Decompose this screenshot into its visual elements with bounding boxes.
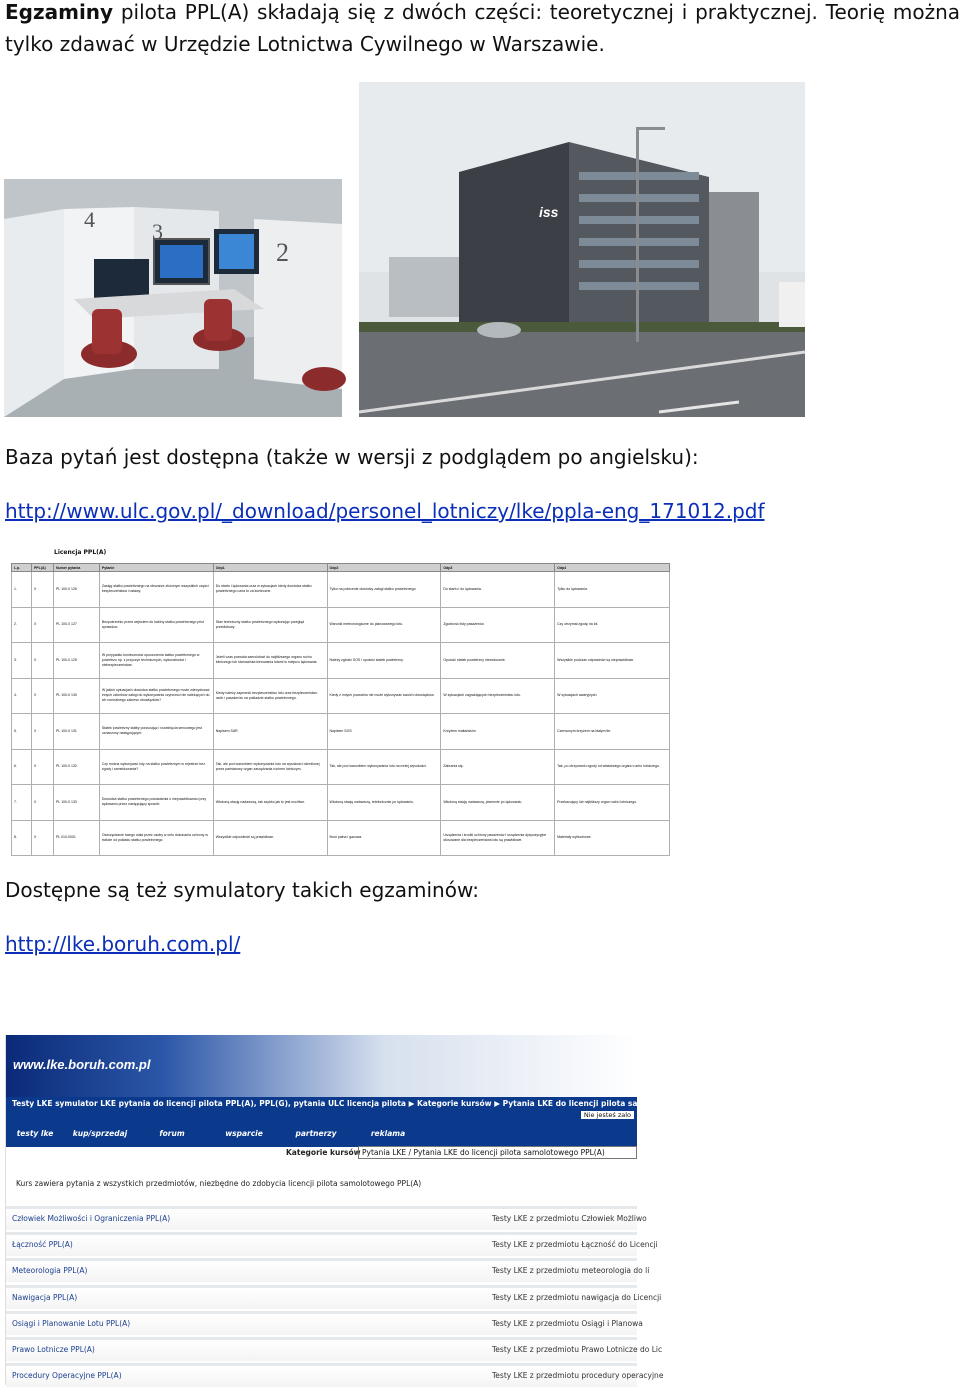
- breadcrumb-current: Pytania LKE do licencji pilota samolotowego: [502, 1099, 690, 1108]
- table-cell: Materiały wybuchowe.: [555, 820, 670, 856]
- table-cell: Urządzenia i środki ochrony pasażerów i urządzenia dyspozycyjne stosowane dla bezpieczeństwa lotu są prawidłowe.: [441, 820, 555, 856]
- course-description: Kurs zawiera pytania z wszystkich przedmiotów, niezbędne do zdobycia licencji pilota samolotowego PPL(A): [16, 1179, 422, 1188]
- nav-item-kup-sprzedaj[interactable]: kup/sprzedaj: [72, 1129, 128, 1138]
- table-cell: X: [31, 572, 53, 608]
- table-cell: X: [31, 643, 53, 679]
- table-cell: X: [31, 678, 53, 714]
- table-cell: Napisem SOS: [327, 714, 441, 750]
- table-cell: 1.: [12, 572, 32, 608]
- table-cell: Oszczędzanie swego ciała przez osoby w celu dokonania ochrony w trakcie od pokładu statku powietrznego:: [99, 820, 213, 856]
- table-cell: Bezpośrednio przed wejściem do kabiny statku powietrznego pilot sprawdza:: [99, 607, 213, 643]
- table-cell: W sytuacjach awaryjnych.: [555, 678, 670, 714]
- category-select[interactable]: Pytania LKE / Pytania LKE do licencji pilota samolotowego PPL(A): [358, 1146, 637, 1159]
- table-cell: 3.: [12, 643, 32, 679]
- table-cell: PL 100-0 127: [53, 607, 99, 643]
- table-cell: Krzyżem maltańskim: [441, 714, 555, 750]
- table-cell: Broń palna i gazowa.: [327, 820, 441, 856]
- booth-number-3: 3: [152, 219, 163, 244]
- table-cell: X: [31, 607, 53, 643]
- table-header-cell: Odp1: [213, 564, 327, 572]
- table-row: [12, 820, 670, 856]
- table-row: [12, 749, 670, 785]
- table-row: [12, 714, 670, 750]
- table-cell: 6.: [12, 749, 32, 785]
- course-summary: Testy LKE z przedmiotu nawigacja do Licencji: [492, 1292, 662, 1302]
- simulators-text: Dostępne są też symulatory takich egzaminów:: [5, 878, 479, 902]
- ulc-building-photo: [359, 82, 805, 417]
- table-cell: X: [31, 714, 53, 750]
- table-cell: 7.: [12, 785, 32, 821]
- table-cell: Statek powietrzny stałby porzucając i rozwinięcia sercowego jest oznaczony następującym:: [99, 714, 213, 750]
- table-cell: X: [31, 820, 53, 856]
- table-cell: Czerwonym krzyżem na białym tle.: [555, 714, 670, 750]
- table-cell: Tak, ale pod warunkiem wykonywania lotu na mniej wysokości.: [327, 749, 441, 785]
- table-cell: 4.: [12, 678, 32, 714]
- table-cell: 5.: [12, 714, 32, 750]
- booth-number-2: 2: [276, 238, 289, 267]
- table-row: [12, 678, 670, 714]
- ppl-question-table: [11, 563, 670, 856]
- table-header-cell: Pytanie: [99, 564, 213, 572]
- table-header-row: [12, 564, 670, 572]
- course-summary: Testy LKE z przedmiotu Łączność do Licencji: [492, 1240, 658, 1250]
- course-name-link[interactable]: Łączność PPL(A): [12, 1240, 73, 1250]
- table-cell: X: [31, 749, 53, 785]
- table-cell: Do startu i lądowania oraz w sytuacjach kiedy dowódca statku powietrznego uzna to za konieczne.: [213, 572, 327, 608]
- table-header-cell: Numer pytania: [53, 564, 99, 572]
- table-cell: 2.: [12, 607, 32, 643]
- table-cell: Wszystkie podczas odpowiedzi są nieprawidłowe.: [555, 643, 670, 679]
- table-row: [12, 643, 670, 679]
- table-cell: Włożoną stację nadawczą, telefonicznie po lądowaniu.: [327, 785, 441, 821]
- table-cell: W sytuacjach zagrażających bezpieczeństwu lotu.: [441, 678, 555, 714]
- table-cell: Czy otrzymał zgodę na lot.: [555, 607, 670, 643]
- course-name-link[interactable]: Procedury Operacyjne PPL(A): [12, 1371, 122, 1381]
- table-cell: Tak, ale pod warunkiem wykonywania lotu na wysokości określonej przez państwowy organ zarządzania ruchem lotniczym.: [213, 749, 327, 785]
- nav-item-partnerzy[interactable]: partnerzy: [295, 1129, 337, 1138]
- exam-booths-illustration: [4, 179, 342, 417]
- table-cell: PL 100-0 130: [53, 678, 99, 714]
- building-logo: iss: [539, 204, 559, 220]
- table-cell: Dowódca statku powietrznego powiadamia o nieprawidłowości przy lądowaniu przez następujący sposób:: [99, 785, 213, 821]
- intro-paragraph: [5, 0, 960, 60]
- table-cell: Tylko na polecenie dowódcy załogi statku powietrznego.: [327, 572, 441, 608]
- questions-text: Baza pytań jest dostępna (także w wersji z podglądem po angielsku):: [5, 445, 699, 469]
- questions-link-line: [5, 495, 765, 527]
- course-name-link[interactable]: Nawigacja PPL(A): [12, 1292, 78, 1302]
- course-row[interactable]: [6, 1285, 662, 1309]
- table-cell: Stan techniczny statku powietrznego wykonując przegląd przedlotowy.: [213, 607, 327, 643]
- table-cell: Do startu i do lądowania.: [441, 572, 555, 608]
- table-header-cell: Odp2: [327, 564, 441, 572]
- course-summary: Testy LKE z przedmiotu procedury operacyjne: [492, 1371, 664, 1381]
- ppl-question-table-excerpt: [8, 545, 670, 850]
- exam-booths-photo: [4, 179, 342, 417]
- questions-pdf-link[interactable]: http://www.ulc.gov.pl/_download/personel_lotniczy/lke/ppla-eng_171012.pdf: [5, 499, 765, 523]
- table-cell: Przekazujący lub najbliższy organ ruchu lotniczego.: [555, 785, 670, 821]
- table-cell: Kiedy należy zapewnić bezpieczeństwo lotu oraz bezpieczeństwo osób i pasażerów na pokładzie statku powietrznego.: [213, 678, 327, 714]
- course-row[interactable]: [6, 1311, 643, 1335]
- table-cell: PL 100-0 125: [53, 643, 99, 679]
- table-header-cell: PPL(A): [31, 564, 53, 572]
- table-cell: PL 100-0 133: [53, 785, 99, 821]
- category-label: Kategorie kursów: [286, 1148, 361, 1157]
- nav-item-reklama[interactable]: reklama: [370, 1129, 406, 1138]
- site-logo[interactable]: www.lke.boruh.com.pl: [13, 1057, 151, 1072]
- course-name-link[interactable]: Człowiek Możliwości i Ograniczenia PPL(A): [12, 1214, 171, 1223]
- table-header-cell: Odp3: [441, 564, 555, 572]
- table-cell: X: [31, 785, 53, 821]
- site-banner: [6, 1035, 637, 1097]
- table-cell: W przypadku konieczności opuszczenia statku powietrznego w powietrzu np. z przyczyn technicznych, wykonalności i niebezpieczeństwa:: [99, 643, 213, 679]
- course-row[interactable]: [6, 1258, 650, 1282]
- intro-bold: Egzaminy: [5, 0, 114, 24]
- nav-item-testy-lke[interactable]: testy lke: [16, 1129, 54, 1138]
- table-row: [12, 572, 670, 608]
- table-cell: Czy można wykonywać loty na statku powietrznym w rejestrze bez zgody i zameldowania?: [99, 749, 213, 785]
- site-breadcrumb: [12, 1099, 689, 1108]
- nav-item-forum[interactable]: forum: [159, 1129, 185, 1138]
- nav-item-wsparcie[interactable]: wsparcie: [225, 1129, 263, 1138]
- course-summary: Testy LKE z przedmiotu meteorologia do li: [492, 1266, 650, 1276]
- simulators-link[interactable]: http://lke.boruh.com.pl/: [5, 932, 241, 956]
- table-cell: Zasięg statku powietrznego na obszarze złożonym wszystkich części bezpieczeństwa i ustawy.: [99, 572, 213, 608]
- table-cell: PL 010-0001: [53, 820, 99, 856]
- table-cell: Włożoną stację nadawczą, pisemnie po lądowaniu.: [441, 785, 555, 821]
- table-cell: PL 100-0 132: [53, 749, 99, 785]
- table-title: Licencja PPL(A): [54, 549, 107, 556]
- table-cell: W jakich sytuacjach dowódca statku powietrznego może zdecydować innych członków załogi do wykonywania czynności nie należących do ich normalnego zakresu obowiązków?: [99, 678, 213, 714]
- course-row[interactable]: [6, 1232, 658, 1256]
- ulc-building-illustration: [359, 82, 805, 417]
- course-summary: Testy LKE z przedmiotu Prawo Lotnicze do Lic: [492, 1345, 663, 1354]
- table-cell: Zgodność listy pasażerów.: [441, 607, 555, 643]
- table-cell: Zabrania się.: [441, 749, 555, 785]
- breadcrumb-home[interactable]: Testy LKE symulator LKE pytania do licencji pilota PPL(A), PPL(G), pytania ULC licencja pilota: [12, 1099, 409, 1108]
- table-cell: Tylko do lądowania.: [555, 572, 670, 608]
- site-main-menu: [6, 1125, 637, 1143]
- booth-number-4: 4: [84, 207, 95, 232]
- course-name-link[interactable]: Meteorologia PPL(A): [12, 1266, 88, 1276]
- table-cell: Warunki meteorologiczne do planowanego lotu.: [327, 607, 441, 643]
- table-cell: Jeżeli czas pozwala samolotowi do najbliższego organu ruchu lotniczego lub stanowiska kierowania lotami w miejscu lądowania.: [213, 643, 327, 679]
- table-header-cell: Odp4: [555, 564, 670, 572]
- table-row: [12, 785, 670, 821]
- breadcrumb-separator-icon: ▶: [408, 1099, 417, 1108]
- table-cell: Należy zgłosić SOS i opuścić statek powietrzny.: [327, 643, 441, 679]
- table-row: [12, 607, 670, 643]
- intro-text: pilota PPL(A) składają się z dwóch części: teoretycznej i praktycznej. Teorię można tylko zdawać w Urzędzie Lotnictwa Cywilnego w Warszawie.: [5, 0, 960, 56]
- simulators-link-line: [5, 928, 240, 960]
- table-cell: PL 100-0 126: [53, 572, 99, 608]
- course-row[interactable]: [6, 1337, 663, 1361]
- table-header-cell: L.p.: [12, 564, 32, 572]
- table-cell: Włożoną stację nadawczą, tak szybko jak to jest możliwe.: [213, 785, 327, 821]
- breadcrumb-categories[interactable]: Kategorie kursów: [416, 1099, 495, 1108]
- lke-website-screenshot: [5, 1035, 690, 1385]
- table-cell: 8.: [12, 820, 32, 856]
- table-cell: Opuścić statek powietrzny niezwłocznie.: [441, 643, 555, 679]
- course-row[interactable]: [6, 1363, 664, 1387]
- login-status: Nie jesteś zalo: [581, 1111, 634, 1119]
- breadcrumb-separator-icon: ▶: [494, 1099, 503, 1108]
- table-cell: PL 100-0 131: [53, 714, 99, 750]
- table-cell: Napisem SAR: [213, 714, 327, 750]
- table-cell: Tak, po otrzymaniu zgody od właściwego organu ruchu lotniczego.: [555, 749, 670, 785]
- course-summary: Testy LKE z przedmiotu Osiągi i Planowa: [492, 1318, 643, 1328]
- table-cell: Wszystkie odpowiedzi są prawidłowe.: [213, 820, 327, 856]
- course-name-link[interactable]: Osiągi i Planowanie Lotu PPL(A): [12, 1318, 131, 1328]
- course-row[interactable]: [6, 1206, 647, 1230]
- course-name-link[interactable]: Prawo Lotnicze PPL(A): [12, 1345, 95, 1354]
- course-summary: Testy LKE z przedmiotu Człowiek Możliwo: [492, 1214, 647, 1223]
- table-cell: Kiedy z innych powodów nie może wykonywać swoich obowiązków.: [327, 678, 441, 714]
